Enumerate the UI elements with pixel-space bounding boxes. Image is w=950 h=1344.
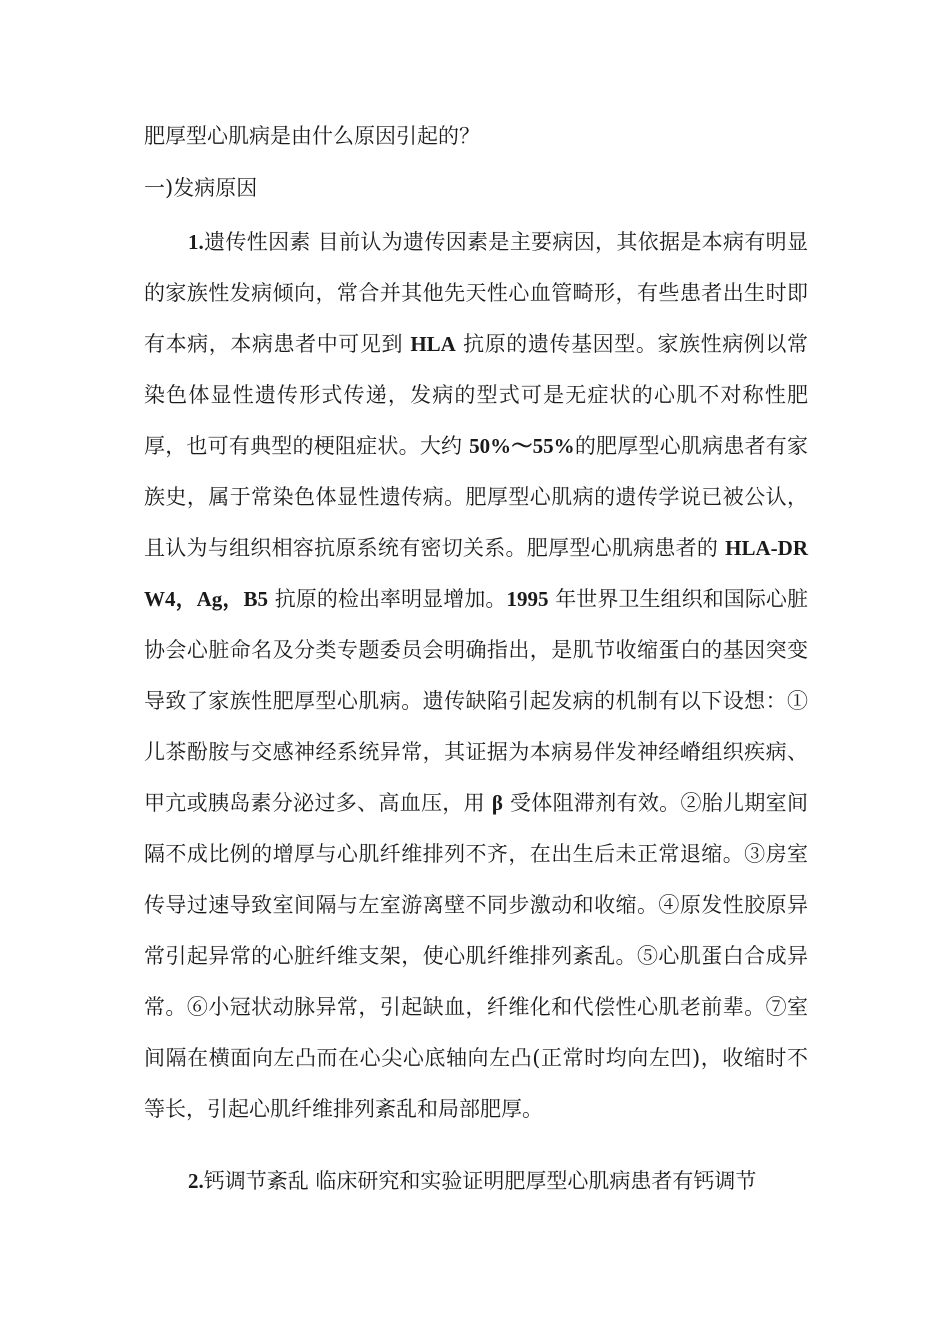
paragraph-calcium-regulation <box>144 1156 808 1207</box>
paragraph-text: 钙调节紊乱 临床研究和实验证明肥厚型心肌病患者有钙调节 <box>203 1169 757 1193</box>
bold-term: HLA <box>410 332 456 356</box>
paragraph-number: 1. <box>188 230 204 254</box>
paragraph-text: 受体阻滞剂有效。②胎儿期室间隔不成比例的增厚与心肌纤维排列不齐，在出生后未正常退缩。③房室传导过速导致室间隔与左室游离壁不同步激动和收缩。④原发性胶原异常引起异常的心脏纤维支架，使心肌纤维排列紊乱。⑤心肌蛋白合成异常。⑥小冠状动脉异常，引起缺血，纤维化和代偿性心肌老前辈。⑦室间隔在横面向左凸而在心尖心底轴向左凸(正常时均向左凹)，收缩时不等长，引起心肌纤维排列紊乱和局部肥厚。 <box>144 791 808 1121</box>
section-heading: 一)发病原因 <box>144 176 258 200</box>
paragraph-text: 年世界卫生组织和国际心脏协会心脏命名及分类专题委员会明确指出，是肌节收缩蛋白的基因突变导致了家族性肥厚型心肌病。遗传缺陷引起发病的机制有以下设想：①儿茶酚胺与交感神经系统异常，其证据为本病易伴发神经嵴组织疾病、甲亢或胰岛素分泌过多、高血压，用 <box>144 587 808 815</box>
paragraph-number: 2. <box>188 1169 204 1193</box>
bold-term: 1995 <box>506 587 549 611</box>
paragraph-text: 抗原的遗传基因型。家族性病例以常染色体显性遗传形式传递，发病的型式可是无症状的心肌不对称性肥厚，也可有典型的梗阻症状。大约 <box>144 332 808 458</box>
paragraph-genetic-factors <box>144 217 808 1135</box>
bold-term: 50%～55% <box>469 434 575 458</box>
bold-term: HLA-DRW4，Ag，B5 <box>144 536 808 611</box>
paragraph-text: 的肥厚型心肌病患者有家族史，属于常染色体显性遗传病。肥厚型心肌病的遗传学说已被公认，且认为与组织相容抗原系统有密切关系。肥厚型心肌病患者的 <box>144 434 809 560</box>
paragraph-text: 遗传性因素 目前认为遗传因素是主要病因，其依据是本病有明显的家族性发病倾向，常合并其他先天性心血管畸形，有些患者出生时即有本病，本病患者中可见到 <box>144 230 808 356</box>
bold-term: β <box>491 791 503 815</box>
paragraph-text: 抗原的检出率明显增加。 <box>267 587 507 611</box>
document-title: 肥厚型心肌病是由什么原因引起的？ <box>144 124 480 148</box>
